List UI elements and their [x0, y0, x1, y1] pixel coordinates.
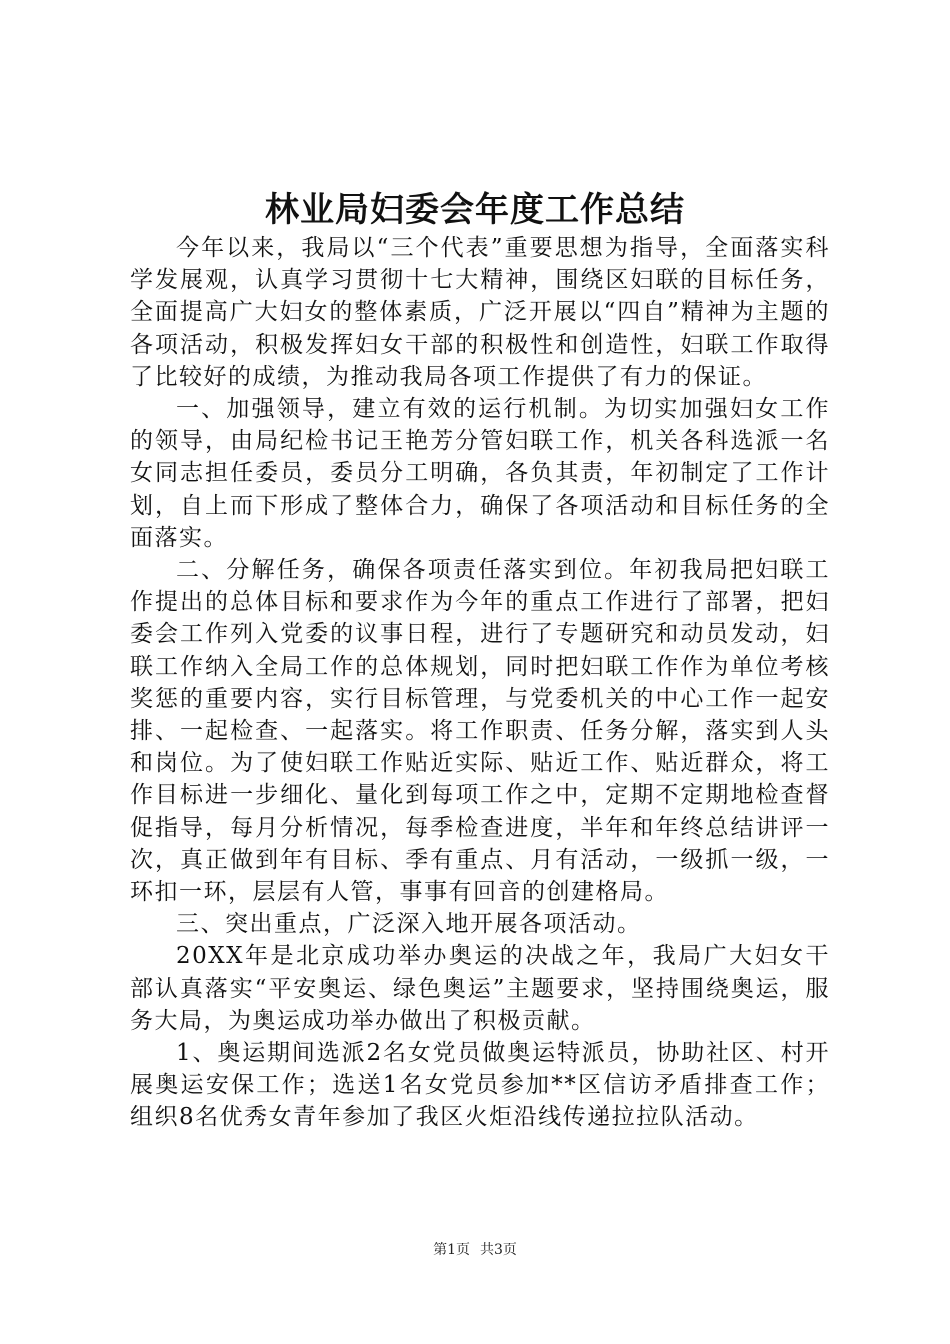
document-body — [130, 232, 830, 1134]
page-footer — [0, 1240, 950, 1260]
page-number: 第1页 — [433, 1242, 470, 1258]
page-total: 共3页 — [480, 1242, 517, 1258]
paragraph-section-3-heading: 三、突出重点，广泛深入地开展各项活动。 — [176, 911, 642, 938]
paragraph-section-1: 一、加强领导，建立有效的运行机制。为切实加强妇女工作的领导，由局纪检书记王艳芳分管妇联工作，机关各科选派一名女同志担任委员，委员分工明确，各负其责，年初制定了工作计划，自上而下形成了整体合力，确保了各项活动和目标任务的全面落实。 — [130, 396, 830, 551]
paragraph-olympics: 20XX年是北京成功举办奥运的决战之年，我局广大妇女干部认真落实“平安奥运、绿色奥运”主题要求，坚持围绕奥运，服务大局，为奥运成功举办做出了积极贡献。 — [130, 943, 830, 1034]
paragraph-section-2: 二、分解任务，确保各项责任落实到位。年初我局把妇联工作提出的总体目标和要求作为今年的重点工作进行了部署，把妇委会工作列入党委的议事日程，进行了专题研究和动员发动，妇联工作纳入全局工作的总体规划，同时把妇联工作作为单位考核奖惩的重要内容，实行目标管理，与党委机关的中心工作一起安排、一起检查、一起落实。将工作职责、任务分解，落实到人头和岗位。为了使妇联工作贴近实际、贴近工作、贴近群众，将工作目标进一步细化、量化到每项工作之中，定期不定期地检查督促指导，每月分析情况，每季检查进度，半年和年终总结讲评一次，真正做到年有目标、季有重点、月有活动，一级抓一级，一环扣一环，层层有人管，事事有回音的创建格局。 — [130, 557, 830, 906]
document-title: 林业局妇委会年度工作总结 — [265, 190, 685, 230]
paragraph-item-1: 1、奥运期间选派2名女党员做奥运特派员，协助社区、村开展奥运安保工作；选送1名女党员参加**区信访矛盾排查工作；组织8名优秀女青年参加了我区火炬沿线传递拉拉队活动。 — [130, 1040, 830, 1131]
paragraph-intro: 今年以来，我局以“三个代表”重要思想为指导，全面落实科学发展观，认真学习贯彻十七大精神，围绕区妇联的目标任务，全面提高广大妇女的整体素质，广泛开展以“四自”精神为主题的各项活动，积极发挥妇女干部的积极性和创造性，妇联工作取得了比较好的成绩，为推动我局各项工作提供了有力的保证。 — [130, 235, 830, 390]
